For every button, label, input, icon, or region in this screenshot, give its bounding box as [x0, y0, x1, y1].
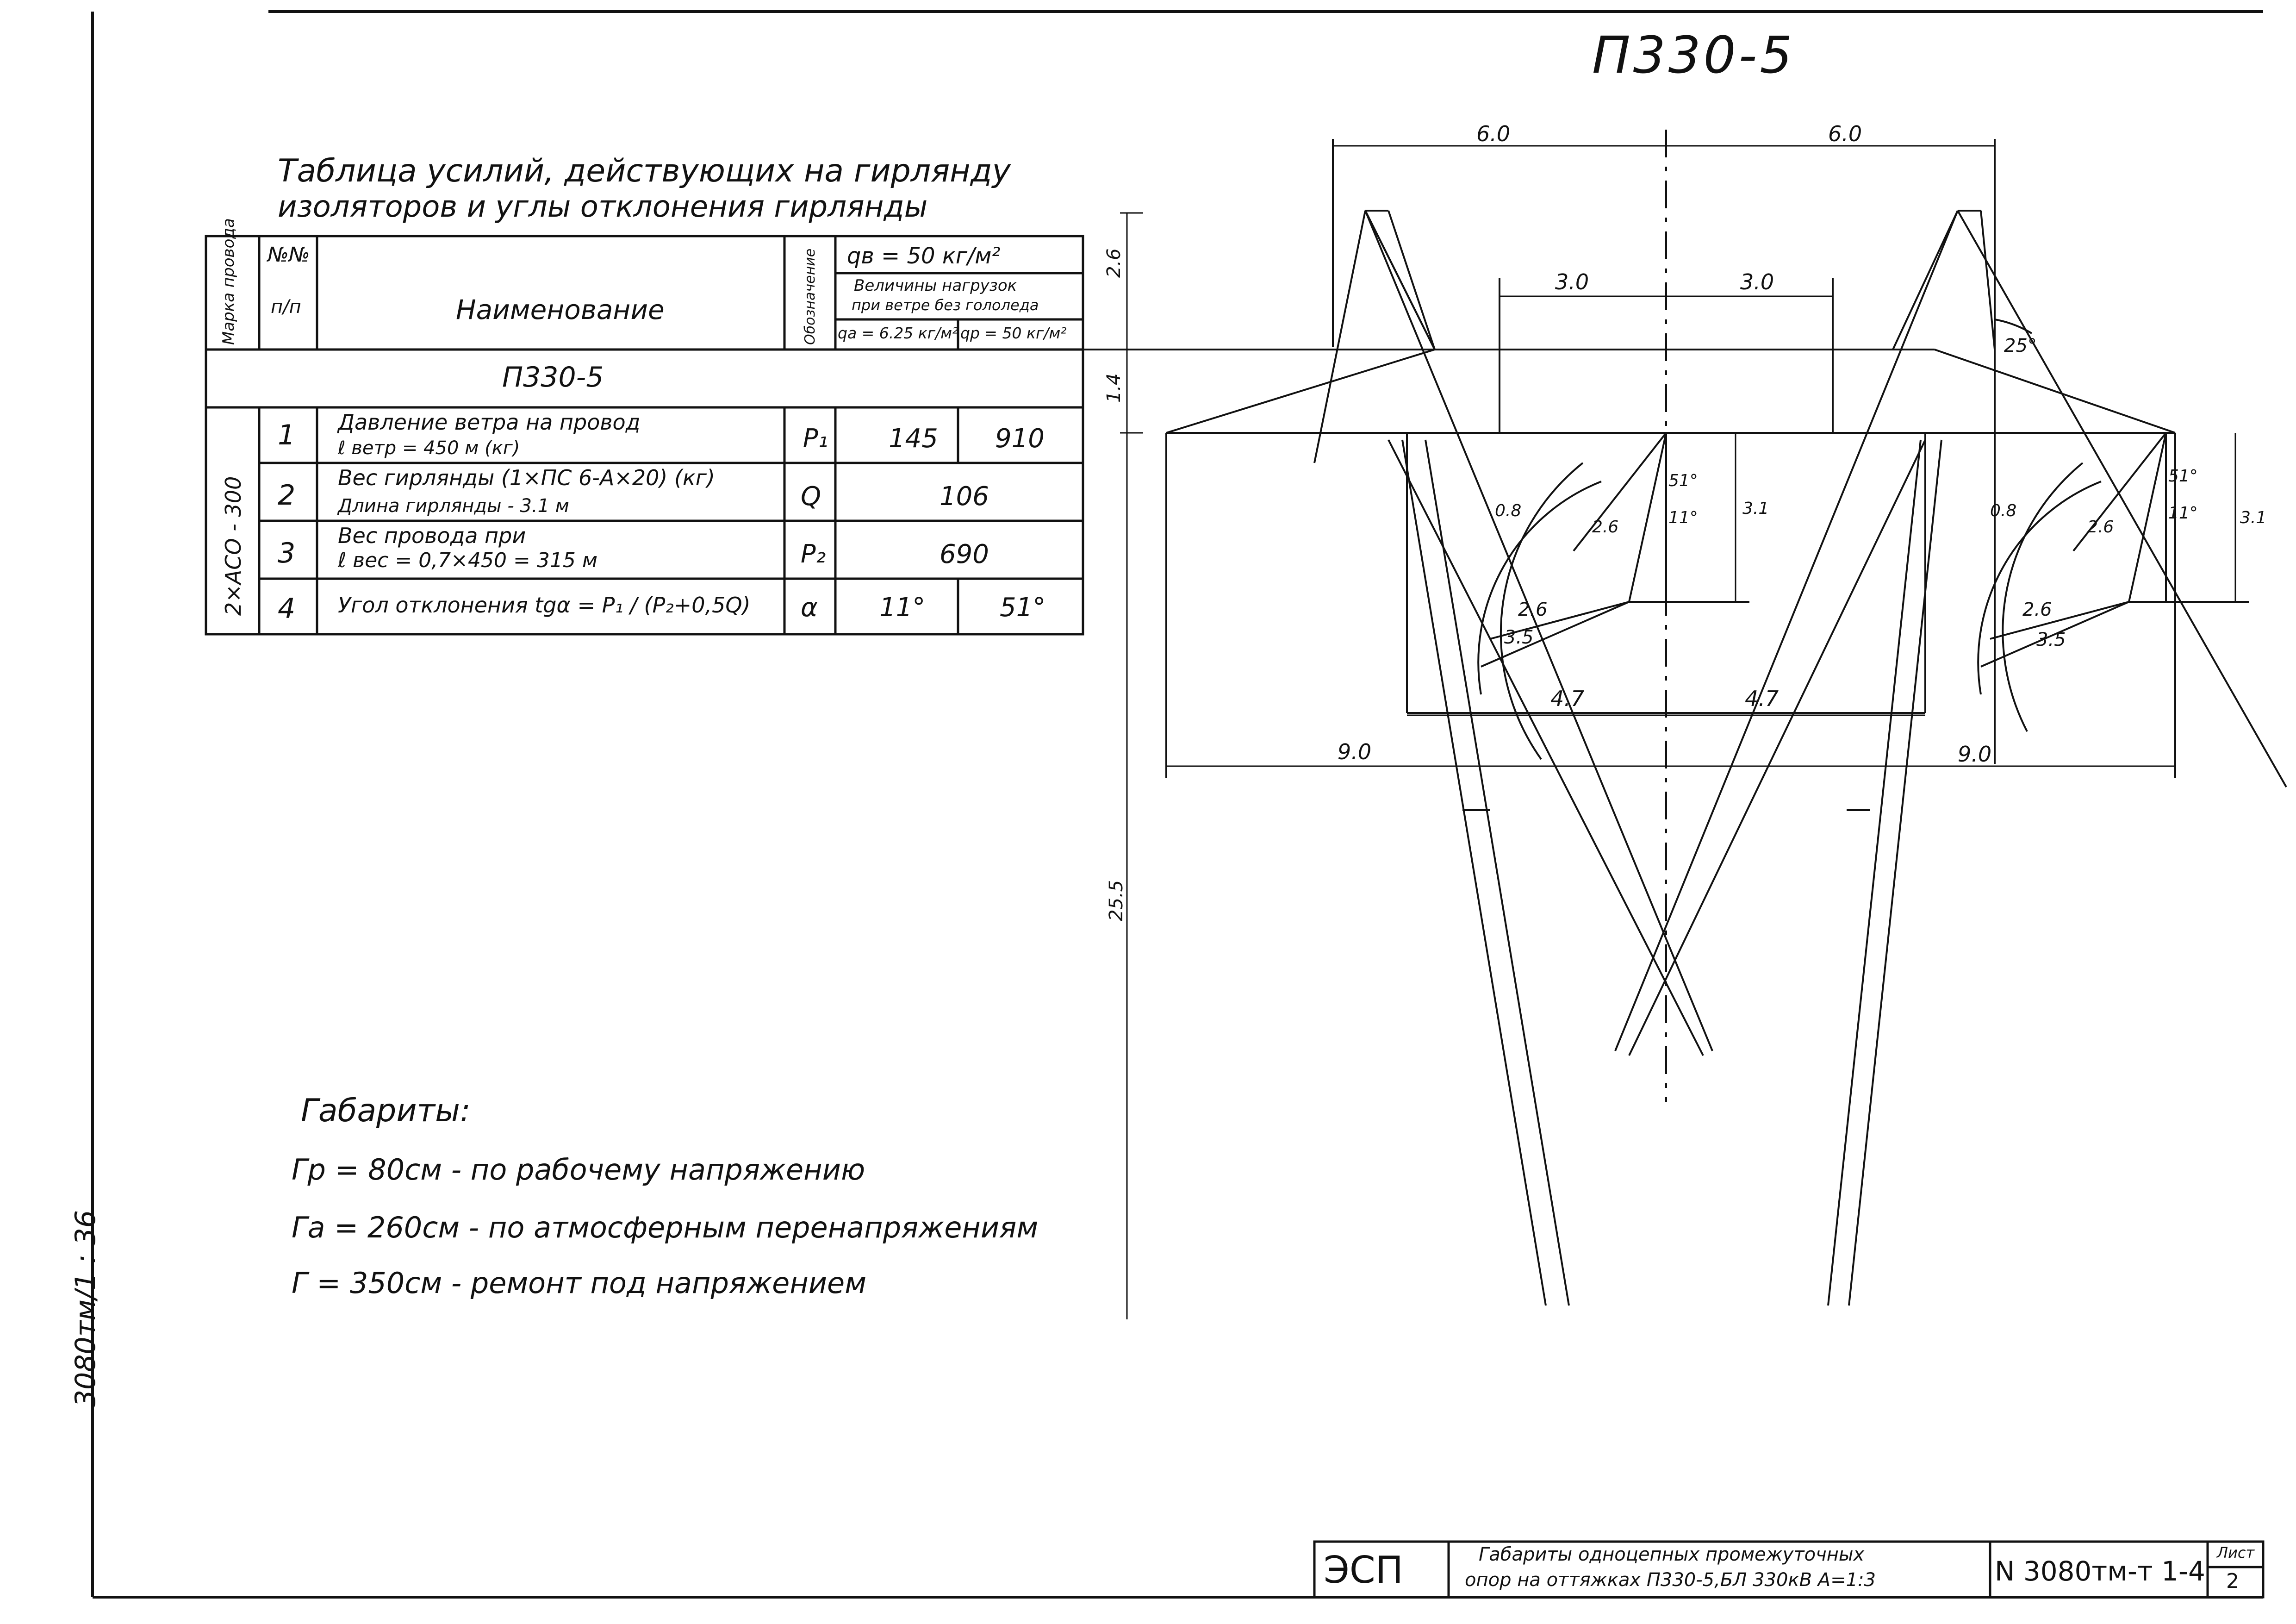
- sheet-frame: [93, 12, 2263, 1597]
- row3-n: 3: [278, 537, 296, 569]
- side-note: 3080тм/1 : 36: [69, 1210, 102, 1407]
- title-block-doc-no: N 3080тм-т 1-4: [1995, 1555, 2205, 1587]
- row2-name1: Вес гирлянды (1×ПС 6-А×20) (кг): [338, 465, 715, 490]
- dim-right-2-6: 2.6: [2022, 599, 2052, 620]
- row1-v1: 145: [889, 424, 938, 454]
- drawing-code: П330-5: [1592, 25, 1795, 85]
- dim-mid-left: 4.7: [1550, 686, 1585, 711]
- row2-sym: Q: [801, 481, 821, 512]
- dim-left-3-5: 3.5: [1504, 627, 1534, 648]
- dim-left-11: 11°: [1668, 508, 1698, 527]
- clearance-atmospheric: Га = 260см - по атмосферным перенапряжениям: [292, 1211, 1039, 1244]
- head-marka: Марка провода: [219, 218, 238, 345]
- dim-right-0-8: 0.8: [1990, 501, 2017, 520]
- table-title-line2: изоляторов и углы отклонения гирлянды: [278, 190, 928, 224]
- head-oboz: Обозначение: [802, 248, 818, 345]
- dim-left-51: 51°: [1668, 471, 1698, 490]
- title-block-sheet-label: Лист: [2217, 1544, 2255, 1562]
- head-qa: qa = 6.25 кг/м²: [838, 324, 958, 342]
- dim-right-2-6-diag: 2.6: [2087, 518, 2114, 537]
- row3-name1: Вес провода при: [338, 523, 526, 548]
- head-qv: qв = 50 кг/м²: [847, 243, 1001, 269]
- dim-left-2-6: 2.6: [1518, 599, 1548, 620]
- dim-mid-right: 4.7: [1745, 686, 1779, 711]
- dim-right-11: 11°: [2168, 504, 2198, 523]
- dim-height-25-5: 25.5: [1106, 880, 1127, 921]
- title-block-org: ЭСП: [1324, 1549, 1403, 1592]
- wire-mark: 2×АСО - 300: [221, 476, 246, 616]
- dim-inner-left: 3.0: [1555, 269, 1589, 294]
- head-vel-2: при ветре без гололеда: [852, 296, 1039, 314]
- dim-left-3-1: 3.1: [1742, 499, 1769, 518]
- table-section: П330-5: [502, 361, 604, 394]
- dim-left-2-6-diag: 2.6: [1592, 518, 1619, 537]
- dim-inner-right: 3.0: [1740, 269, 1774, 294]
- table-title-line1: Таблица усилий, действующих на гирлянду: [278, 153, 1011, 189]
- head-qp: qp = 50 кг/м²: [960, 324, 1067, 342]
- dim-angle-25: 25°: [2004, 335, 2037, 356]
- dim-right-51: 51°: [2168, 467, 2198, 486]
- row3-name2: ℓ вес = 0,7×450 = 315 м: [338, 549, 598, 572]
- dim-top-right: 6.0: [1828, 121, 1862, 146]
- row4-name1: Угол отклонения tgα = P₁ / (P₂+0,5Q): [338, 593, 751, 618]
- clearances-title: Габариты:: [301, 1093, 471, 1129]
- dim-height-1-4: 1.4: [1103, 373, 1125, 403]
- row4-sym: α: [801, 593, 818, 623]
- dimension-labels: [1103, 121, 2266, 921]
- dim-right-3-1: 3.1: [2240, 508, 2267, 527]
- head-nn: №№: [268, 243, 310, 267]
- row1-sym: P₁: [803, 424, 828, 453]
- row2-name2: Длина гирлянды - 3.1 м: [338, 495, 569, 517]
- dim-bottom-right: 9.0: [1958, 742, 1992, 767]
- title-block-desc-1: Габариты одноцепных промежуточных: [1479, 1544, 1865, 1565]
- dim-height-2-6: 2.6: [1103, 248, 1125, 278]
- dim-right-3-5: 3.5: [2036, 629, 2066, 650]
- row4-v1: 11°: [879, 593, 926, 623]
- row1-name1: Давление ветра на провод: [338, 410, 641, 435]
- dim-bottom-left: 9.0: [1338, 739, 1372, 764]
- row4-n: 4: [278, 593, 296, 625]
- row3-v1: 690: [940, 539, 989, 569]
- row3-sym: P₂: [801, 539, 826, 568]
- head-name: Наименование: [456, 294, 665, 325]
- head-pp: п/п: [271, 296, 301, 318]
- title-block-desc-2: опор на оттяжках П330-5,БЛ 330кВ А=1:3: [1465, 1569, 1876, 1591]
- dim-top-left: 6.0: [1476, 121, 1511, 146]
- head-vel-1: Величины нагрузок: [854, 276, 1017, 295]
- clearance-working: Гр = 80см - по рабочему напряжению: [292, 1153, 865, 1187]
- row1-name2: ℓ ветр = 450 м (кг): [338, 437, 520, 459]
- row2-v1: 106: [940, 481, 989, 512]
- row4-v2: 51°: [1000, 593, 1046, 623]
- row1-v2: 910: [995, 424, 1045, 454]
- title-block-sheet-no: 2: [2226, 1569, 2239, 1593]
- dim-left-0-8: 0.8: [1495, 501, 1522, 520]
- clearance-repair: Г = 350см - ремонт под напряжением: [292, 1266, 866, 1300]
- row1-n: 1: [278, 419, 296, 451]
- dimension-lines: [1120, 146, 2235, 1319]
- row2-n: 2: [278, 479, 296, 512]
